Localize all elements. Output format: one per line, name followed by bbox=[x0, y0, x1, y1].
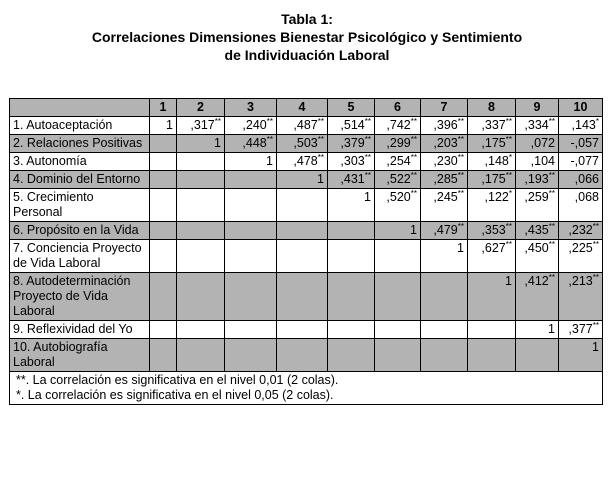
correlation-cell bbox=[328, 135, 375, 153]
column-header: 2 bbox=[177, 99, 225, 117]
table-row bbox=[10, 117, 603, 135]
cell-value: ,412 bbox=[524, 274, 549, 288]
correlation-cell bbox=[468, 240, 516, 273]
correlation-cell bbox=[559, 153, 603, 171]
correlation-cell bbox=[177, 222, 225, 240]
correlation-cell bbox=[516, 153, 559, 171]
correlation-cell bbox=[225, 117, 277, 135]
correlation-cell bbox=[516, 222, 559, 240]
significance-mark: ** bbox=[317, 117, 324, 126]
significance-mark: ** bbox=[592, 321, 599, 330]
table-row bbox=[10, 273, 603, 321]
correlation-cell bbox=[277, 339, 328, 372]
significance-mark: ** bbox=[505, 240, 512, 249]
significance-mark: ** bbox=[548, 171, 555, 180]
cell-value: 1 bbox=[166, 118, 173, 132]
correlation-cell bbox=[559, 273, 603, 321]
cell-value: -,077 bbox=[570, 154, 599, 168]
correlation-cell bbox=[177, 189, 225, 222]
correlation-cell bbox=[225, 321, 277, 339]
correlation-cell bbox=[468, 273, 516, 321]
correlation-cell bbox=[277, 222, 328, 240]
row-label: 2. Relaciones Positivas bbox=[10, 135, 150, 153]
correlation-cell bbox=[559, 171, 603, 189]
column-header: 8 bbox=[468, 99, 516, 117]
significance-mark: ** bbox=[364, 171, 371, 180]
header-row bbox=[10, 99, 603, 117]
cell-value: ,068 bbox=[574, 190, 599, 204]
correlation-cell bbox=[150, 117, 177, 135]
cell-value: ,072 bbox=[530, 136, 555, 150]
correlation-cell bbox=[516, 273, 559, 321]
row-label: 5. Crecimiento Personal bbox=[10, 189, 150, 222]
correlation-cell bbox=[421, 222, 468, 240]
column-header: 4 bbox=[277, 99, 328, 117]
correlation-cell bbox=[375, 339, 421, 372]
correlation-cell bbox=[328, 273, 375, 321]
correlation-cell bbox=[375, 189, 421, 222]
correlation-cell bbox=[150, 240, 177, 273]
significance-mark: ** bbox=[410, 117, 417, 126]
correlation-cell bbox=[559, 135, 603, 153]
correlation-cell bbox=[375, 117, 421, 135]
correlation-cell bbox=[225, 339, 277, 372]
footnotes bbox=[10, 372, 603, 405]
row-label: 3. Autonomía bbox=[10, 153, 150, 171]
significance-mark: ** bbox=[410, 189, 417, 198]
significance-mark: ** bbox=[317, 135, 324, 144]
correlation-cell bbox=[421, 339, 468, 372]
significance-mark: ** bbox=[457, 135, 464, 144]
correlation-cell bbox=[559, 240, 603, 273]
title-line: de Individuación Laboral bbox=[224, 47, 390, 63]
table-title bbox=[0, 10, 614, 64]
column-header: 9 bbox=[516, 99, 559, 117]
cell-value: ,337 bbox=[481, 118, 506, 132]
correlation-cell bbox=[225, 273, 277, 321]
significance-mark: ** bbox=[457, 153, 464, 162]
cell-value: -,057 bbox=[570, 136, 599, 150]
row-label: 10. Autobiografía Laboral bbox=[10, 339, 150, 372]
column-header: 3 bbox=[225, 99, 277, 117]
significance-mark: ** bbox=[548, 189, 555, 198]
correlation-cell bbox=[559, 189, 603, 222]
significance-mark: ** bbox=[457, 189, 464, 198]
cell-value: ,503 bbox=[293, 136, 318, 150]
column-header: 6 bbox=[375, 99, 421, 117]
correlation-cell bbox=[421, 153, 468, 171]
correlation-cell bbox=[150, 273, 177, 321]
footnote: *. La correlación es significativa en el nivel 0,05 (2 colas). bbox=[16, 388, 334, 402]
correlation-cell bbox=[277, 171, 328, 189]
significance-mark: ** bbox=[505, 171, 512, 180]
significance-mark: ** bbox=[317, 153, 324, 162]
correlation-cell bbox=[328, 171, 375, 189]
row-label: 7. Conciencia Proyecto de Vida Laboral bbox=[10, 240, 150, 273]
cell-value: ,193 bbox=[524, 172, 549, 186]
significance-mark: ** bbox=[592, 240, 599, 249]
table-row bbox=[10, 339, 603, 372]
cell-value: ,435 bbox=[524, 223, 549, 237]
correlation-cell bbox=[150, 171, 177, 189]
correlation-cell bbox=[328, 117, 375, 135]
cell-value: 1 bbox=[548, 322, 555, 336]
correlation-cell bbox=[559, 222, 603, 240]
significance-mark: ** bbox=[266, 117, 273, 126]
correlation-cell bbox=[421, 117, 468, 135]
correlation-cell bbox=[516, 135, 559, 153]
correlation-cell bbox=[421, 273, 468, 321]
cell-value: ,259 bbox=[524, 190, 549, 204]
correlation-cell bbox=[277, 135, 328, 153]
cell-value: ,448 bbox=[242, 136, 267, 150]
significance-mark: ** bbox=[592, 273, 599, 282]
row-label: 4. Dominio del Entorno bbox=[10, 171, 150, 189]
table-row bbox=[10, 171, 603, 189]
correlation-cell bbox=[468, 135, 516, 153]
correlation-cell bbox=[421, 240, 468, 273]
significance-mark: ** bbox=[364, 153, 371, 162]
cell-value: ,522 bbox=[386, 172, 411, 186]
cell-value: ,225 bbox=[568, 241, 593, 255]
cell-value: ,379 bbox=[340, 136, 365, 150]
cell-value: ,245 bbox=[433, 190, 458, 204]
correlation-cell bbox=[277, 117, 328, 135]
table-row bbox=[10, 189, 603, 222]
correlation-cell bbox=[559, 339, 603, 372]
correlation-cell bbox=[150, 222, 177, 240]
correlation-cell bbox=[225, 171, 277, 189]
significance-mark: ** bbox=[592, 222, 599, 231]
significance-mark: ** bbox=[548, 222, 555, 231]
cell-value: 1 bbox=[410, 223, 417, 237]
significance-mark: ** bbox=[214, 117, 221, 126]
correlation-cell bbox=[421, 321, 468, 339]
cell-value: ,240 bbox=[242, 118, 267, 132]
correlation-cell bbox=[516, 171, 559, 189]
correlation-cell bbox=[225, 240, 277, 273]
cell-value: 1 bbox=[214, 136, 221, 150]
significance-mark: * bbox=[508, 153, 512, 162]
cell-value: ,479 bbox=[433, 223, 458, 237]
correlation-cell bbox=[516, 240, 559, 273]
correlation-cell bbox=[177, 117, 225, 135]
table-row bbox=[10, 240, 603, 273]
correlation-cell bbox=[375, 171, 421, 189]
correlation-cell bbox=[516, 321, 559, 339]
correlation-cell bbox=[177, 339, 225, 372]
correlation-cell bbox=[225, 135, 277, 153]
correlation-cell bbox=[375, 222, 421, 240]
correlation-cell bbox=[328, 153, 375, 171]
footnote-row bbox=[10, 372, 603, 405]
cell-value: ,487 bbox=[293, 118, 318, 132]
correlation-cell bbox=[468, 222, 516, 240]
correlation-cell bbox=[468, 189, 516, 222]
significance-mark: ** bbox=[457, 171, 464, 180]
correlation-cell bbox=[421, 135, 468, 153]
correlation-cell bbox=[277, 321, 328, 339]
significance-mark: ** bbox=[505, 135, 512, 144]
cell-value: 1 bbox=[266, 154, 273, 168]
correlation-cell bbox=[328, 240, 375, 273]
footnote: **. La correlación es significativa en el nivel 0,01 (2 colas). bbox=[16, 373, 339, 387]
cell-value: 1 bbox=[317, 172, 324, 186]
correlation-cell bbox=[177, 273, 225, 321]
cell-value: 1 bbox=[592, 340, 599, 354]
row-label: 9. Reflexividad del Yo bbox=[10, 321, 150, 339]
cell-value: ,396 bbox=[433, 118, 458, 132]
significance-mark: ** bbox=[457, 117, 464, 126]
cell-value: ,203 bbox=[433, 136, 458, 150]
correlation-cell bbox=[375, 240, 421, 273]
correlation-cell bbox=[375, 321, 421, 339]
column-header: 10 bbox=[559, 99, 603, 117]
cell-value: 1 bbox=[505, 274, 512, 288]
correlation-cell bbox=[328, 189, 375, 222]
cell-value: ,520 bbox=[386, 190, 411, 204]
cell-value: 1 bbox=[457, 241, 464, 255]
correlation-cell bbox=[277, 189, 328, 222]
table-row bbox=[10, 153, 603, 171]
column-header: 1 bbox=[150, 99, 177, 117]
correlation-cell bbox=[277, 240, 328, 273]
cell-value: ,143 bbox=[571, 118, 596, 132]
cell-value: ,334 bbox=[524, 118, 549, 132]
cell-value: ,514 bbox=[340, 118, 365, 132]
significance-mark: ** bbox=[505, 222, 512, 231]
cell-value: ,254 bbox=[386, 154, 411, 168]
cell-value: ,066 bbox=[574, 172, 599, 186]
correlation-cell bbox=[150, 339, 177, 372]
cell-value: ,175 bbox=[481, 136, 506, 150]
column-header: 5 bbox=[328, 99, 375, 117]
cell-value: ,122 bbox=[484, 190, 509, 204]
correlation-cell bbox=[177, 171, 225, 189]
correlation-cell bbox=[277, 273, 328, 321]
significance-mark: ** bbox=[266, 135, 273, 144]
correlation-cell bbox=[150, 321, 177, 339]
correlation-cell bbox=[328, 222, 375, 240]
correlation-cell bbox=[468, 117, 516, 135]
correlation-cell bbox=[468, 339, 516, 372]
correlation-cell bbox=[375, 153, 421, 171]
significance-mark: ** bbox=[364, 117, 371, 126]
significance-mark: * bbox=[508, 189, 512, 198]
cell-value: ,431 bbox=[340, 172, 365, 186]
cell-value: ,478 bbox=[293, 154, 318, 168]
cell-value: ,148 bbox=[484, 154, 509, 168]
cell-value: ,299 bbox=[386, 136, 411, 150]
correlation-cell bbox=[150, 189, 177, 222]
correlation-cell bbox=[277, 153, 328, 171]
correlation-cell bbox=[177, 240, 225, 273]
correlation-cell bbox=[468, 171, 516, 189]
correlation-cell bbox=[421, 189, 468, 222]
correlation-cell bbox=[177, 135, 225, 153]
correlation-cell bbox=[421, 171, 468, 189]
title-line: Correlaciones Dimensiones Bienestar Psicológico y Sentimiento bbox=[91, 29, 523, 45]
correlation-cell bbox=[225, 222, 277, 240]
cell-value: ,317 bbox=[190, 118, 215, 132]
row-label: 1. Autoaceptación bbox=[10, 117, 150, 135]
correlation-cell bbox=[559, 117, 603, 135]
column-header: 7 bbox=[421, 99, 468, 117]
cell-value: ,353 bbox=[481, 223, 506, 237]
title-line: Tabla 1: bbox=[281, 11, 333, 27]
significance-mark: ** bbox=[505, 117, 512, 126]
correlation-cell bbox=[375, 135, 421, 153]
correlation-cell bbox=[328, 321, 375, 339]
significance-mark: ** bbox=[548, 273, 555, 282]
correlation-cell bbox=[150, 135, 177, 153]
cell-value: ,742 bbox=[386, 118, 411, 132]
cell-value: ,627 bbox=[481, 241, 506, 255]
cell-value: ,175 bbox=[481, 172, 506, 186]
significance-mark: ** bbox=[410, 171, 417, 180]
cell-value: ,213 bbox=[568, 274, 593, 288]
table-row bbox=[10, 222, 603, 240]
cell-value: ,303 bbox=[340, 154, 365, 168]
cell-value: ,232 bbox=[568, 223, 593, 237]
correlation-cell bbox=[468, 153, 516, 171]
table-row bbox=[10, 321, 603, 339]
correlation-cell bbox=[225, 153, 277, 171]
correlation-cell bbox=[177, 153, 225, 171]
correlation-cell bbox=[225, 189, 277, 222]
significance-mark: ** bbox=[457, 222, 464, 231]
significance-mark: ** bbox=[364, 135, 371, 144]
cell-value: ,377 bbox=[568, 322, 593, 336]
cell-value: 1 bbox=[364, 190, 371, 204]
significance-mark: ** bbox=[410, 135, 417, 144]
significance-mark: ** bbox=[548, 240, 555, 249]
header-corner bbox=[10, 99, 150, 117]
cell-value: ,230 bbox=[433, 154, 458, 168]
correlation-cell bbox=[150, 153, 177, 171]
significance-mark: ** bbox=[548, 117, 555, 126]
row-label: 6. Propósito en la Vida bbox=[10, 222, 150, 240]
correlation-cell bbox=[177, 321, 225, 339]
significance-mark: * bbox=[595, 117, 599, 126]
correlation-cell bbox=[328, 339, 375, 372]
correlation-cell bbox=[559, 321, 603, 339]
row-label: 8. Autodeterminación Proyecto de Vida Laboral bbox=[10, 273, 150, 321]
correlation-cell bbox=[516, 117, 559, 135]
cell-value: ,285 bbox=[433, 172, 458, 186]
correlation-table bbox=[9, 98, 603, 405]
correlation-cell bbox=[375, 273, 421, 321]
table-row bbox=[10, 135, 603, 153]
correlation-cell bbox=[468, 321, 516, 339]
cell-value: ,104 bbox=[530, 154, 555, 168]
cell-value: ,450 bbox=[524, 241, 549, 255]
correlation-cell bbox=[516, 189, 559, 222]
significance-mark: ** bbox=[410, 153, 417, 162]
correlation-cell bbox=[516, 339, 559, 372]
